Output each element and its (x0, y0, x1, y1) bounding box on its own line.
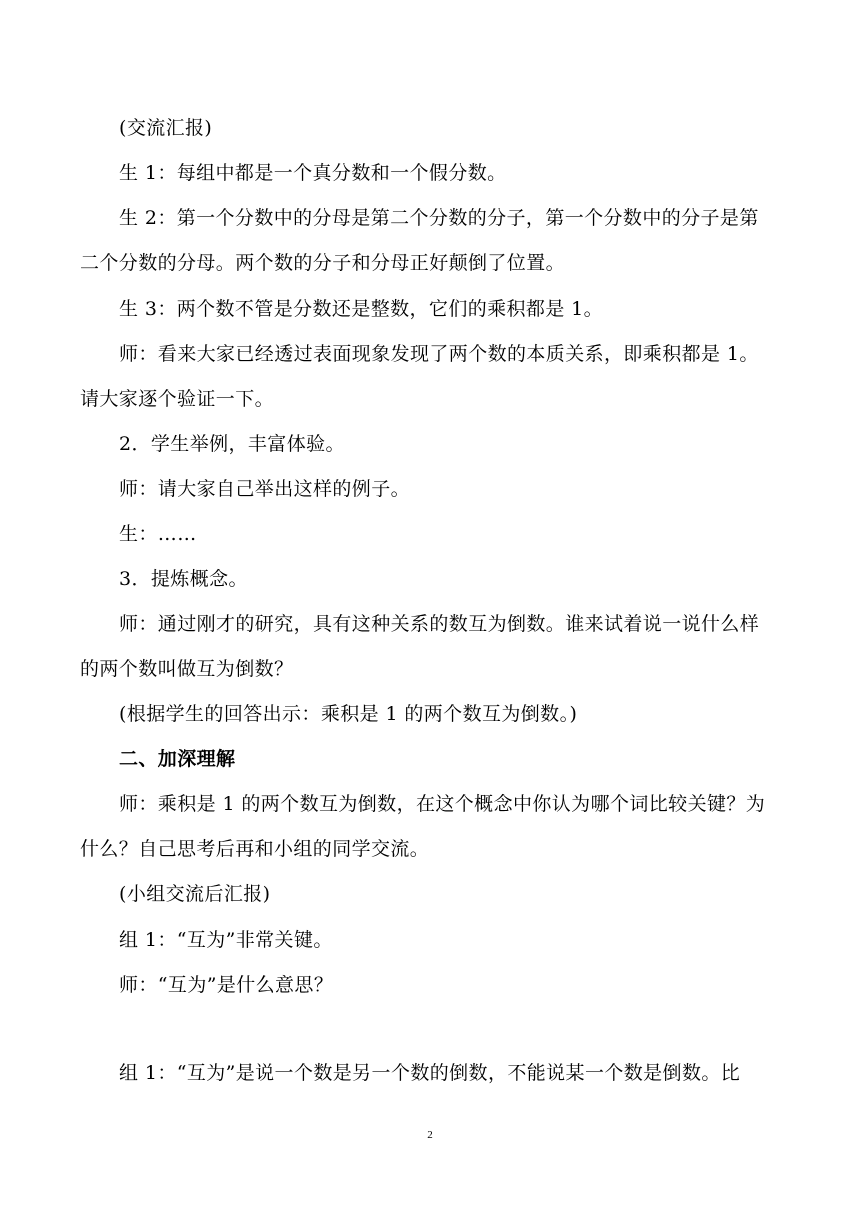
paragraph-teacher-5: 师：“互为”是什么意思？ (119, 974, 334, 996)
paragraph-student-2-line-2: 二个分数的分母。两个数的分子和分母正好颠倒了位置。 (80, 252, 566, 274)
paragraph-teacher-4-line-2: 什么？自己思考后再和小组的同学交流。 (80, 838, 430, 860)
paragraph-group-report-note: (小组交流后汇报) (119, 883, 271, 905)
paragraph-teacher-1-line-2: 请大家逐个验证一下。 (80, 388, 275, 410)
paragraph-teacher-4-line-1: 师：乘积是 1 的两个数互为倒数，在这个概念中你认为哪个词比较关键？为 (119, 793, 766, 815)
paragraph-student-2-line-1: 生 2：第一个分数中的分母是第二个分数的分子，第一个分数中的分子是第 (119, 207, 759, 229)
paragraph-student-ellipsis: 生：…… (119, 523, 197, 545)
paragraph-teacher-1-line-1: 师：看来大家已经透过表面现象发现了两个数的本质关系，即乘积都是 1。 (119, 343, 759, 365)
paragraph-display-note: (根据学生的回答出示：乘积是 1 的两个数互为倒数。) (119, 703, 578, 725)
section-heading-concept: 3．提炼概念。 (119, 568, 248, 590)
paragraph-group-1: 组 1：“互为”非常关键。 (119, 929, 333, 951)
section-title-deepen-understanding: 二、加深理解 (119, 748, 236, 770)
page-number: 2 (427, 1129, 433, 1141)
paragraph-report-note: (交流汇报) (119, 117, 213, 139)
paragraph-teacher-3-line-1: 师：通过刚才的研究，具有这种关系的数互为倒数。谁来试着说一说什么样 (119, 613, 760, 635)
section-heading-examples: 2．学生举例，丰富体验。 (119, 433, 345, 455)
paragraph-teacher-2: 师：请大家自己举出这样的例子。 (119, 478, 411, 500)
paragraph-teacher-3-line-2: 的两个数叫做互为倒数？ (80, 658, 294, 680)
paragraph-student-1: 生 1：每组中都是一个真分数和一个假分数。 (119, 162, 507, 184)
paragraph-group-1-answer: 组 1：“互为”是说一个数是另一个数的倒数，不能说某一个数是倒数。比 (119, 1062, 741, 1084)
paragraph-student-3: 生 3：两个数不管是分数还是整数，它们的乘积都是 1。 (119, 298, 604, 320)
